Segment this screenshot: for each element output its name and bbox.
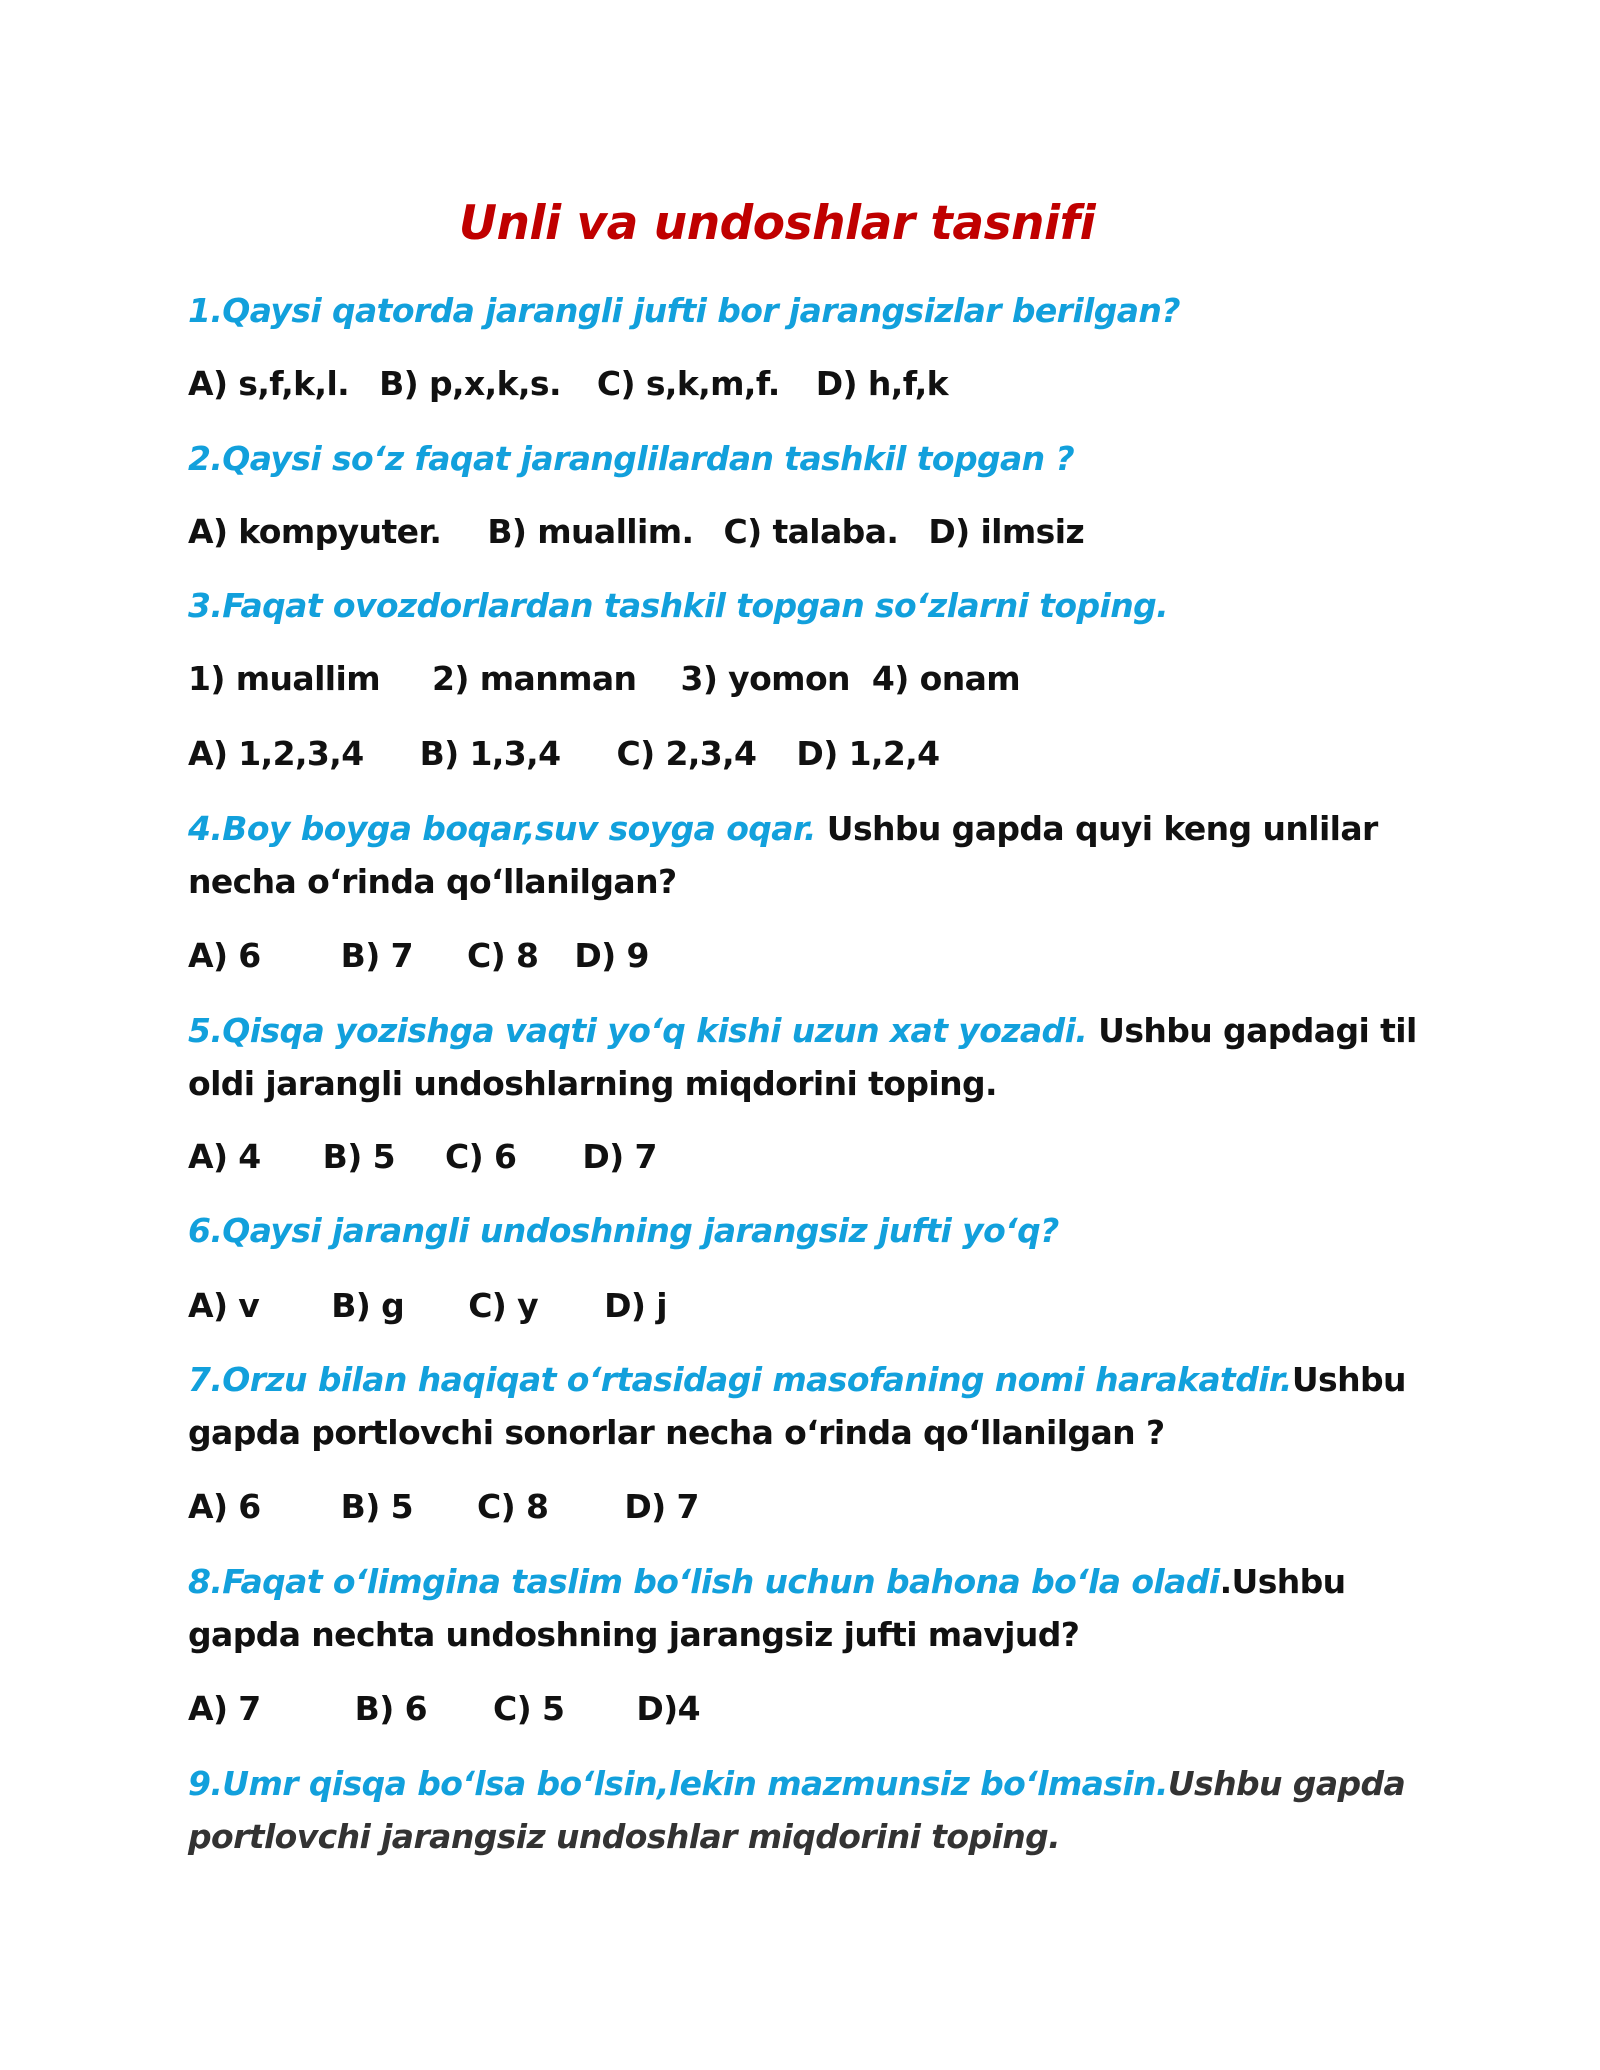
- option-b: B) p,x,k,s.: [379, 364, 561, 403]
- question-3: 3.Faqat ovozdorlardan tashkil topgan so‘zlarni toping.: [188, 586, 1169, 625]
- answer-options-7: [188, 1480, 699, 1533]
- word-item-1: 1) muallim: [188, 659, 381, 698]
- word-item-4: 4) onam: [871, 659, 1021, 698]
- option-d: D)4: [636, 1689, 700, 1728]
- question-5-quote: 5.Qisqa yozishga vaqti yo‘q kishi uzun xat yozadi.: [188, 1011, 1088, 1050]
- option-b: B) g: [331, 1286, 405, 1325]
- option-a: A) 4: [188, 1137, 261, 1176]
- word-list-3: [188, 652, 1020, 705]
- question-9-text: Ushbu gapda: [1167, 1764, 1406, 1803]
- option-d: D) ilmsiz: [928, 512, 1085, 551]
- option-b: B) 6: [354, 1689, 427, 1728]
- word-item-2: 2) manman: [432, 659, 637, 698]
- answer-options-4: [188, 929, 649, 982]
- option-c: C) 8: [476, 1487, 549, 1526]
- option-d: D) 9: [574, 936, 649, 975]
- question-7-line-1: [188, 1353, 1406, 1406]
- option-b: B) 1,3,4: [419, 734, 561, 773]
- option-a: A) 6: [188, 936, 261, 975]
- question-4-line-1: [188, 802, 1378, 855]
- option-a: A) 7: [188, 1689, 261, 1728]
- question-7-quote: 7.Orzu bilan haqiqat o‘rtasidagi masofaning nomi harakatdir.: [188, 1360, 1292, 1399]
- question-1: 1.Qaysi qatorda jarangli jufti bor jarangsizlar berilgan?: [188, 291, 1180, 330]
- option-d: D) 7: [582, 1137, 657, 1176]
- option-a: A) s,f,k,l.: [188, 364, 350, 403]
- answer-options-8: [188, 1682, 700, 1735]
- option-c: C) y: [468, 1286, 539, 1325]
- page-title: Unli va undoshlar tasnifi: [458, 196, 1096, 251]
- question-4-quote: 4.Boy boyga boqar,suv soyga oqar.: [188, 809, 816, 848]
- option-a: A) 1,2,3,4: [188, 734, 364, 773]
- question-6: 6.Qaysi jarangli undoshning jarangsiz jufti yo‘q?: [188, 1211, 1059, 1250]
- option-a: A) 6: [188, 1487, 261, 1526]
- option-c: C) 8: [466, 936, 539, 975]
- answer-options-3: [188, 727, 940, 780]
- question-8-line-1: [188, 1555, 1346, 1608]
- option-c: C) 5: [492, 1689, 565, 1728]
- question-8-quote: 8.Faqat o‘limgina taslim bo‘lish uchun bahona bo‘la oladi: [188, 1562, 1220, 1601]
- option-b: B) 7: [340, 936, 413, 975]
- option-a: A) v: [188, 1286, 260, 1325]
- option-b: B) muallim.: [487, 512, 694, 551]
- question-7-text: Ushbu: [1291, 1360, 1406, 1399]
- option-d: D) j: [604, 1286, 667, 1325]
- option-c: C) talaba.: [723, 512, 899, 551]
- answer-options-5: [188, 1130, 657, 1183]
- option-b: B) 5: [322, 1137, 395, 1176]
- question-5-line-2: oldi jarangli undoshlarning miqdorini toping.: [188, 1064, 997, 1103]
- question-4-text: Ushbu gapda quyi keng unlilar: [826, 809, 1378, 848]
- option-c: C) s,k,m,f.: [596, 364, 780, 403]
- question-8-text: .Ushbu: [1219, 1562, 1346, 1601]
- question-9-quote: 9.Umr qisqa bo‘lsa bo‘lsin,lekin mazmunsiz bo‘lmasin.: [188, 1764, 1168, 1803]
- option-d: D) 7: [624, 1487, 699, 1526]
- option-c: C) 2,3,4: [616, 734, 757, 773]
- answer-options-6: [188, 1279, 667, 1332]
- question-4-line-2: necha o‘rinda qo‘llanilgan?: [188, 862, 677, 901]
- option-d: D) 1,2,4: [796, 734, 940, 773]
- answer-options-1: [188, 357, 948, 410]
- option-d: D) h,f,k: [815, 364, 948, 403]
- option-a: A) kompyuter.: [188, 512, 442, 551]
- question-9-line-1: [188, 1757, 1405, 1810]
- question-5-text: Ushbu gapdagi til: [1098, 1011, 1417, 1050]
- question-2: 2.Qaysi so‘z faqat jaranglilardan tashkil topgan ?: [188, 439, 1074, 478]
- question-7-line-2: gapda portlovchi sonorlar necha o‘rinda qo‘llanilgan ?: [188, 1413, 1165, 1452]
- question-9-line-2: portlovchi jarangsiz undoshlar miqdorini toping.: [188, 1817, 1061, 1856]
- answer-options-2: [188, 505, 1084, 558]
- option-b: B) 5: [340, 1487, 413, 1526]
- word-item-3: 3) yomon: [680, 659, 850, 698]
- option-c: C) 6: [444, 1137, 517, 1176]
- question-8-line-2: gapda nechta undoshning jarangsiz jufti mavjud?: [188, 1615, 1080, 1654]
- question-5-line-1: [188, 1004, 1417, 1057]
